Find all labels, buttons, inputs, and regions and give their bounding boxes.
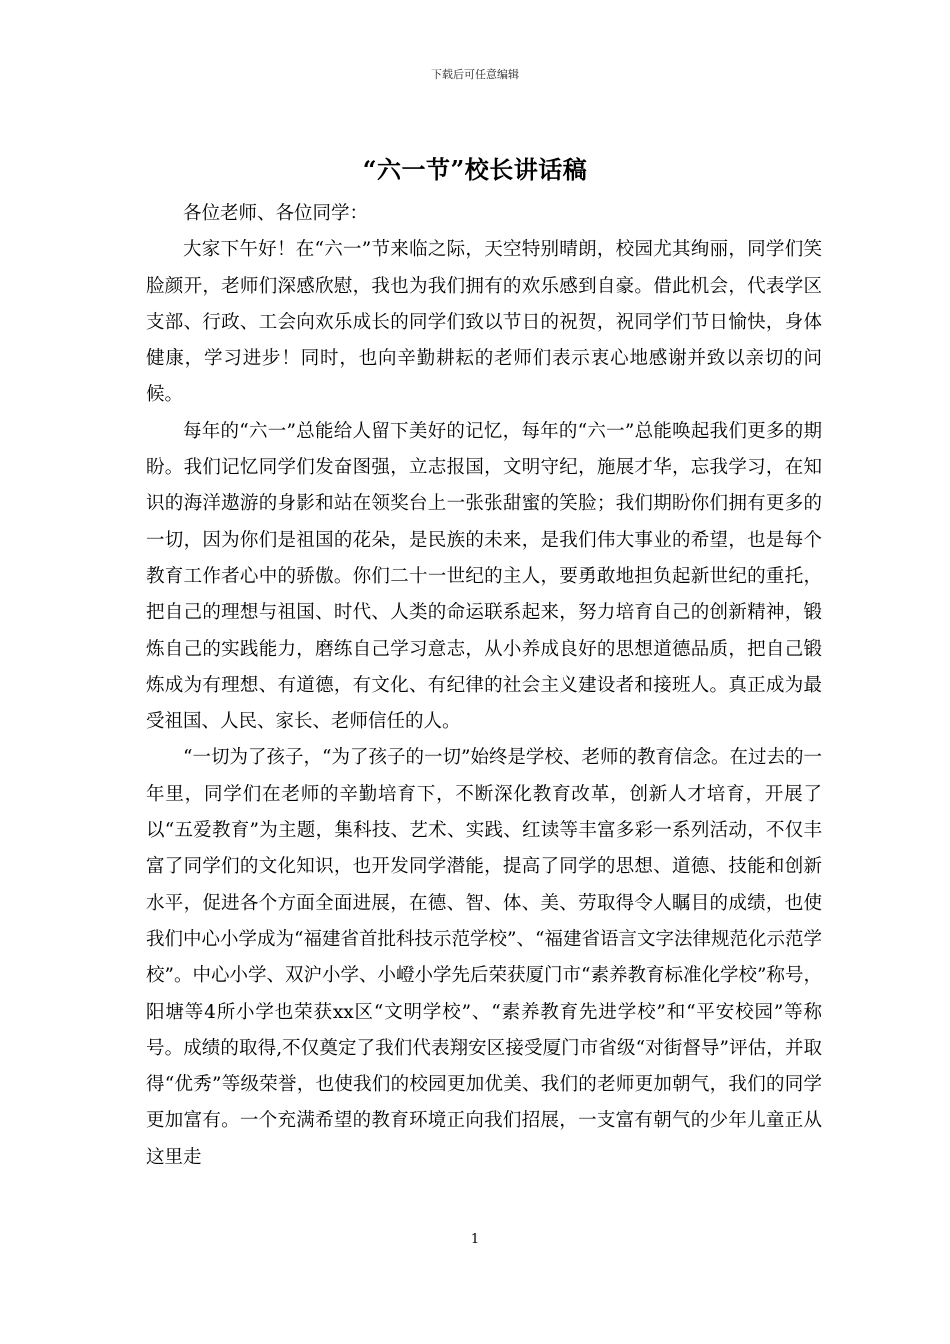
- document-body: [146, 196, 822, 1176]
- salutation: 各位老师、各位同学：: [183, 203, 369, 224]
- page-number: 1: [470, 1232, 480, 1247]
- header-note: 下载后可任意编辑: [431, 68, 519, 81]
- paragraph-1: 大家下午好！在“六一”节来临之际，天空特别晴朗，校园尤其绚丽，同学们笑脸颜开，老师们深感欣慰，我也为我们拥有的欢乐感到自豪。借此机会，代表学区支部、行政、工会向欢乐成长的同学们致以节日的祝贺，祝同学们节日愉快，身体健康，学习进步！同时，也向辛勤耕耘的老师们表示衷心地感谢并致以亲切的问候。: [146, 239, 822, 406]
- paragraph-3: “一切为了孩子，“为了孩子的一切”始终是学校、老师的教育信念。在过去的一年里，同学们在老师的辛勤培育下，不断深化教育改革，创新人才培育，开展了以“五爱教育”为主题，集科技、艺术、实践、红读等丰富多彩一系列活动，不仅丰富了同学们的文化知识，也开发同学潜能，提高了同学的思想、道德、技能和创新水平，促进各个方面全面进展，在德、智、体、美、劳取得令人瞩目的成绩，也使我们中心小学成为“福建省首批科技示范学校”、“福建省语言文字法律规范化示范学校”。中心小学、双沪小学、小嶝小学先后荣获厦门市“素养教育标准化学校”称号，阳塘等4所小学也荣获xx区“文明学校”、“素养教育先进学校”和“平安校园”等称号。成绩的取得,不仅奠定了我们代表翔安区接受厦门市省级“对街督导”评估，并取得“优秀”等级荣誉，也使我们的校园更加优美、我们的老师更加朝气，我们的同学更加富有。一个充满希望的教育环境正向我们招展，一支富有朝气的少年儿童正从这里走: [146, 747, 822, 1168]
- paragraph-2: 每年的“六一”总能给人留下美好的记忆，每年的“六一”总能唤起我们更多的期盼。我们记忆同学们发奋图强，立志报国，文明守纪，施展才华，忘我学习，在知识的海洋遨游的身影和站在领奖台上一张张甜蜜的笑脸；我们期盼你们拥有更多的一切，因为你们是祖国的花朵，是民族的未来，是我们伟大事业的希望，也是每个教育工作者心中的骄傲。你们二十一世纪的主人，要勇敢地担负起新世纪的重托，把自己的理想与祖国、时代、人类的命运联系起来，努力培育自己的创新精神，锻炼自己的实践能力，磨练自己学习意志，从小养成良好的思想道德品质，把自己锻炼成为有理想、有道德，有文化、有纪律的社会主义建设者和接班人。真正成为最受祖国、人民、家长、老师信任的人。: [146, 420, 822, 733]
- document-title: “六一节”校长讲话稿: [362, 155, 588, 184]
